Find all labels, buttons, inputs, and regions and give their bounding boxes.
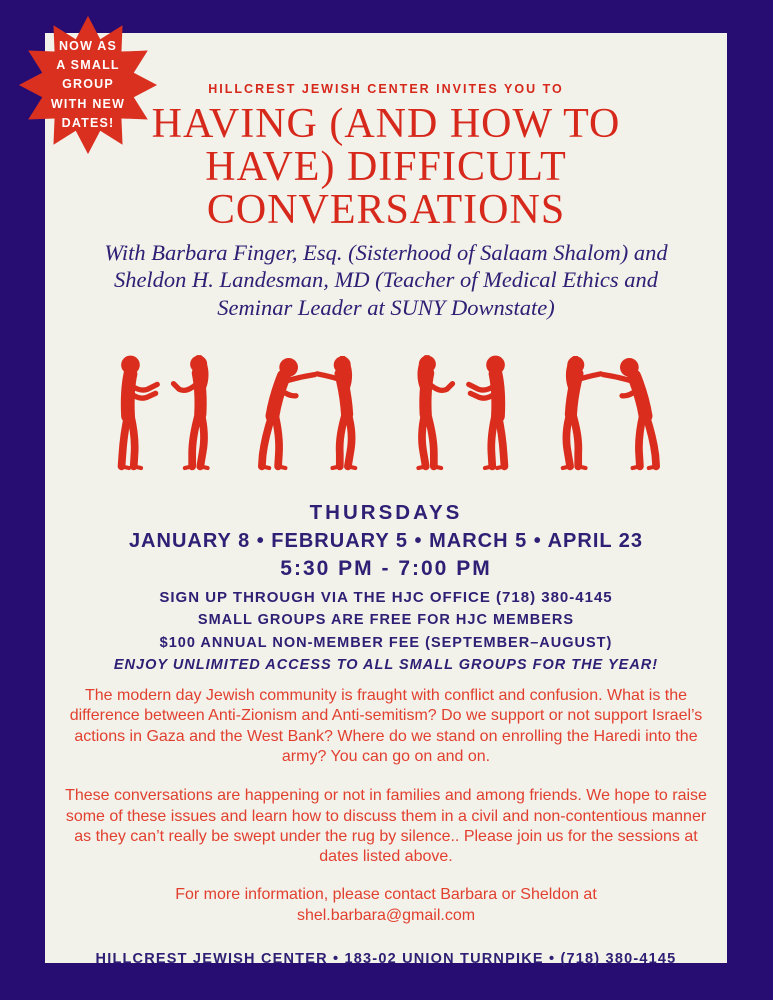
- footer-address: HILLCREST JEWISH CENTER • 183-02 UNION TURNPIKE • (718) 380-4145: [95, 951, 677, 968]
- body-paragraph-1: The modern day Jewish community is fraught with conflict and confusion. What is the difference between Anti-Zionism and Anti-semitism? Do we support or not support Israel’s actions in Gaza and the West Bank? Where do we stand on enrolling the Haredi into the army? You can go on and on.: [69, 686, 703, 765]
- pointing-pair-icon: [536, 342, 674, 482]
- woman-silhouette: [417, 355, 452, 468]
- body-paragraph-2: These conversations are happening or not in families and among friends. We hope to raise some of these issues and learn how to discuss them in a civil and non-contentious manner as they can’t really be swept under the rug by silence.. Please join us for the sessions at dates listed above.: [65, 787, 707, 866]
- presenters-line-3: Seminar Leader at SUNY Downstate): [217, 294, 555, 320]
- signup-line: SIGN UP THROUGH VIA THE HJC OFFICE (718) 380-4145: [159, 588, 613, 606]
- badge-line-4: WITH NEW: [50, 96, 126, 111]
- badge-line-1: NOW AS: [58, 38, 118, 53]
- man-gesturing-silhouette: [121, 356, 157, 468]
- badge-starburst: [14, 11, 162, 159]
- badge-line-3: GROUP: [62, 77, 114, 92]
- title-line-2: HAVE) DIFFICULT: [205, 144, 567, 191]
- pointing-pair-icon: [244, 342, 382, 482]
- badge-line-2: A SMALL: [56, 57, 120, 72]
- woman-pointing-silhouette: [317, 356, 355, 468]
- arguing-pair-icon: [390, 342, 528, 482]
- arguing-couples-illustration: [45, 340, 727, 482]
- contact-email: shel.barbara@gmail.com: [296, 907, 476, 925]
- flyer-page: [45, 33, 727, 968]
- access-line: ENJOY UNLIMITED ACCESS TO ALL SMALL GROUPS FOR THE YEAR!: [113, 657, 659, 674]
- man-gesturing-silhouette: [469, 356, 505, 468]
- schedule-time: 5:30 PM - 7:00 PM: [280, 556, 492, 580]
- fee-line: $100 ANNUAL NON-MEMBER FEE (SEPTEMBER–AUGUST): [159, 634, 613, 651]
- presenters-line-1: With Barbara Finger, Esq. (Sisterhood of Salaam Shalom) and: [104, 239, 668, 265]
- members-line: SMALL GROUPS ARE FREE FOR HJC MEMBERS: [197, 611, 575, 628]
- man-pointing-silhouette: [262, 358, 315, 468]
- title-line-1: HAVING (AND HOW TO: [151, 101, 621, 148]
- woman-silhouette: [173, 355, 208, 468]
- man-pointing-silhouette: [603, 358, 656, 468]
- woman-pointing-silhouette: [563, 356, 601, 468]
- presenters-line-2: Sheldon H. Landesman, MD (Teacher of Medical Ethics and: [113, 267, 659, 293]
- badge-line-5: DATES!: [61, 116, 115, 131]
- schedule-dates: JANUARY 8 • FEBRUARY 5 • MARCH 5 • APRIL 23: [128, 529, 644, 552]
- presenters-text: [56, 239, 716, 321]
- kicker-text: HILLCREST JEWISH CENTER INVITES YOU TO: [208, 82, 564, 96]
- contact-line: For more information, please contact Barbara or Sheldon at: [175, 886, 597, 904]
- badge-text: [14, 11, 162, 159]
- schedule-day: THURSDAYS: [309, 501, 463, 525]
- contact-block: [45, 885, 727, 927]
- arguing-pair-icon: [98, 342, 236, 482]
- title-line-3: CONVERSATIONS: [206, 186, 566, 233]
